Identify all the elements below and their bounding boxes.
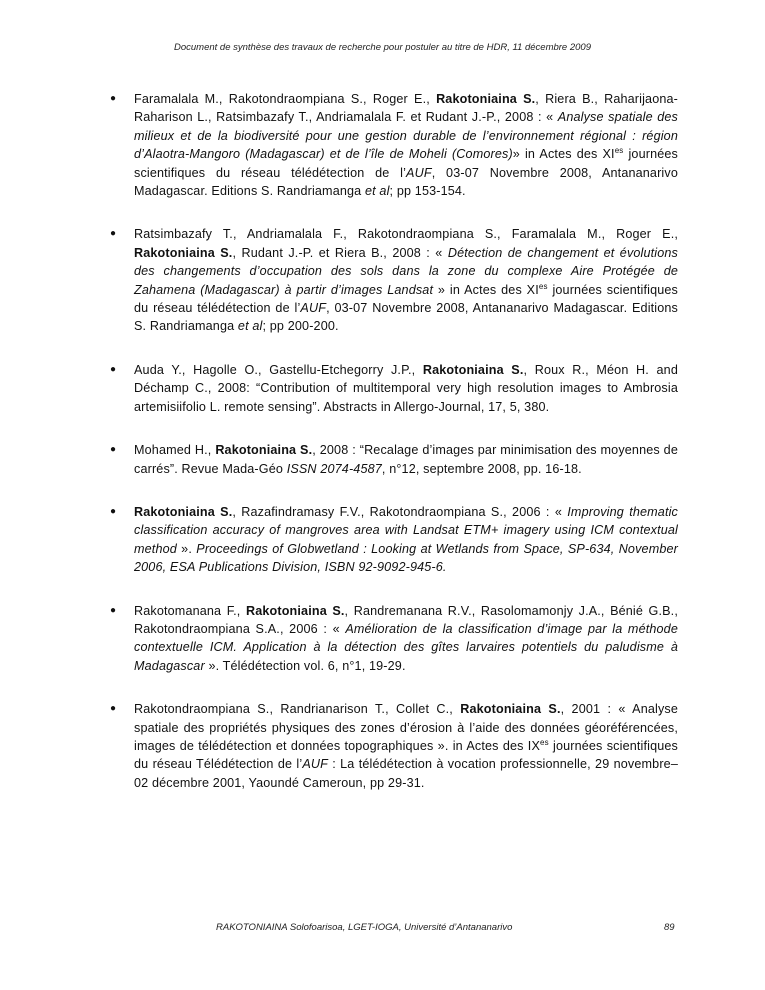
reference-text: , Randremanana R.V., Rasolomamonjy J.A., Bénié G.B., Rakotondraompiana S.A., 2006 : «	[134, 603, 678, 636]
reference-title-italic: Détection de changement et évolutions des changements d’occupation des sols dans la zone du complexe Aire Protégée de Zahamena (Madagascar) à partir d’images Landsat	[134, 245, 678, 297]
reference-text: journées scientifiques du réseau télédétection de l’	[134, 282, 679, 316]
page-number: 89	[664, 922, 675, 933]
bullet-icon: ●	[110, 93, 117, 104]
reference-title-italic: Analyse spatiale des milieux et de la biodiversité pour une gestion durable de l’environnement régional : région d’Alaotra-Mangoro (Madagascar) et de l’île de Moheli (Comores)	[134, 110, 678, 162]
highlighted-author: Rakotoniaina S.	[436, 92, 536, 106]
reference-text: Auda Y., Hagolle O., Gastellu-Etchegorry J.P.,	[134, 362, 423, 377]
bullet-icon: ●	[110, 363, 117, 375]
page-header: Document de synthèse des travaux de recherche pour postuler au titre de HDR, 11 décembre 2009	[173, 42, 591, 53]
reference-entry	[110, 225, 678, 335]
reference-text: Mohamed H.,	[134, 443, 216, 458]
reference-text: , 03-07 Novembre 2008, Antananarivo Madagascar. Editions S. Randriamanga	[134, 301, 678, 334]
highlighted-author: Rakotoniaina S.	[245, 603, 345, 618]
reference-text: ».	[176, 541, 197, 556]
reference-text: es	[614, 146, 624, 156]
bullet-icon: ●	[110, 444, 117, 456]
reference-text: , 2001 : « Analyse spatiale des propriétés physiques des zones d’érosion à l’aide des données géoréférencées, images de télédétection et données topographiques ». in Actes des IX	[134, 702, 678, 753]
highlighted-author: Rakotoniaina S.	[215, 443, 313, 458]
reference-text: , Roux R., Méon H. and Déchamp C., 2008: “Contribution of multitemporal very high resolution images to Ambrosia artemisiifolio L. remote sensing”. Abstracts in Allergo-Journal, 17, 5, 380.	[134, 362, 678, 414]
reference-title-italic: AUF	[300, 301, 327, 316]
highlighted-author: Rakotoniaina S.	[134, 245, 233, 260]
highlighted-author: Rakotoniaina S.	[460, 702, 561, 717]
reference-entry	[110, 700, 678, 792]
reference-entry	[110, 503, 678, 577]
bullet-icon: ●	[110, 228, 117, 240]
reference-list	[110, 90, 678, 817]
reference-entry	[110, 90, 678, 200]
reference-entry	[110, 361, 678, 416]
reference-text: , Riera B., Raharijaona-Raharison L., Ratsimbazafy T., Andriamalala F. et Rudant J.-P., 2008 : «	[134, 92, 678, 125]
reference-text: ». Télédétection vol. 6, n°1, 19-29.	[204, 658, 406, 673]
reference-text: journées scientifiques du réseau télédétection de l’	[134, 147, 678, 180]
reference-text: ; pp 200-200.	[262, 319, 339, 334]
reference-text: es	[540, 737, 549, 747]
reference-text: , n°12, septembre 2008, pp. 16-18.	[381, 461, 582, 476]
highlighted-author: Rakotoniaina S.	[134, 504, 233, 519]
reference-text: Faramalala M., Rakotondraompiana S., Roger E.,	[134, 92, 437, 106]
reference-text: Ratsimbazafy T., Andriamalala F., Rakotondraompiana S., Faramalala M., Roger E.,	[134, 227, 678, 242]
reference-title-italic: et al	[237, 319, 263, 334]
reference-text: » in Actes des XI	[433, 282, 539, 297]
reference-title-italic: ISSN 2074-4587	[286, 461, 382, 476]
highlighted-author: Rakotoniaina S.	[422, 362, 524, 377]
reference-text: , Rudant J.-P. et Riera B., 2008 : «	[232, 245, 448, 260]
reference-title-italic: AUF	[406, 165, 432, 180]
footer-author: RAKOTONIAINA Solofoarisoa, LGET-IOGA, Université d’Antananarivo	[216, 922, 513, 933]
reference-text: : La télédétection à vocation professionnelle, 29 novembre–02 décembre 2001, Yaoundé Cameroun, pp 29-31.	[134, 757, 678, 790]
bullet-icon: ●	[110, 703, 117, 715]
reference-title-italic: 92-9092-945-6.	[354, 560, 447, 575]
reference-text: , Razafindramasy F.V., Rakotondraompiana S., 2006 : «	[232, 504, 568, 519]
reference-text: Rakotomanana F.,	[134, 603, 246, 618]
reference-title-italic: Proceedings of Globwetland : Looking at Wetlands from Space, SP-634, November 2006, ESA Publications Division,	[134, 541, 678, 575]
reference-title-italic: Improving thematic classification accuracy of mangroves area with Landsat ETM+ imagery using ICM contextual method	[134, 504, 678, 556]
reference-text: Rakotondraompiana S., Randrianarison T., Collet C.,	[134, 702, 461, 717]
bullet-icon: ●	[110, 505, 117, 517]
reference-text: » in Actes des XI	[512, 147, 615, 162]
reference-text: es	[538, 281, 548, 291]
reference-entry	[110, 602, 678, 676]
reference-text: journées scientifiques du réseau Télédétection de l’	[134, 738, 678, 772]
reference-title-italic: et al	[364, 184, 390, 199]
reference-title-italic: ISBN	[324, 560, 355, 575]
reference-text: ; pp 153-154.	[389, 184, 466, 199]
reference-entry	[110, 441, 678, 478]
reference-title-italic: AUF	[302, 757, 328, 772]
reference-text: , 03-07 Novembre 2008, Antananarivo Madagascar. Editions S. Randriamanga	[134, 165, 678, 199]
bullet-icon: ●	[110, 604, 117, 616]
reference-title-italic: Amélioration de la classification d’image par la méthode contextuelle ICM. Application à la détection des gîtes larvaires potentiels du paludisme à Madagascar	[134, 621, 678, 673]
reference-text: , 2008 : “Recalage d’images par minimisation des moyennes de carrés”. Revue Mada-Géo	[134, 443, 678, 476]
